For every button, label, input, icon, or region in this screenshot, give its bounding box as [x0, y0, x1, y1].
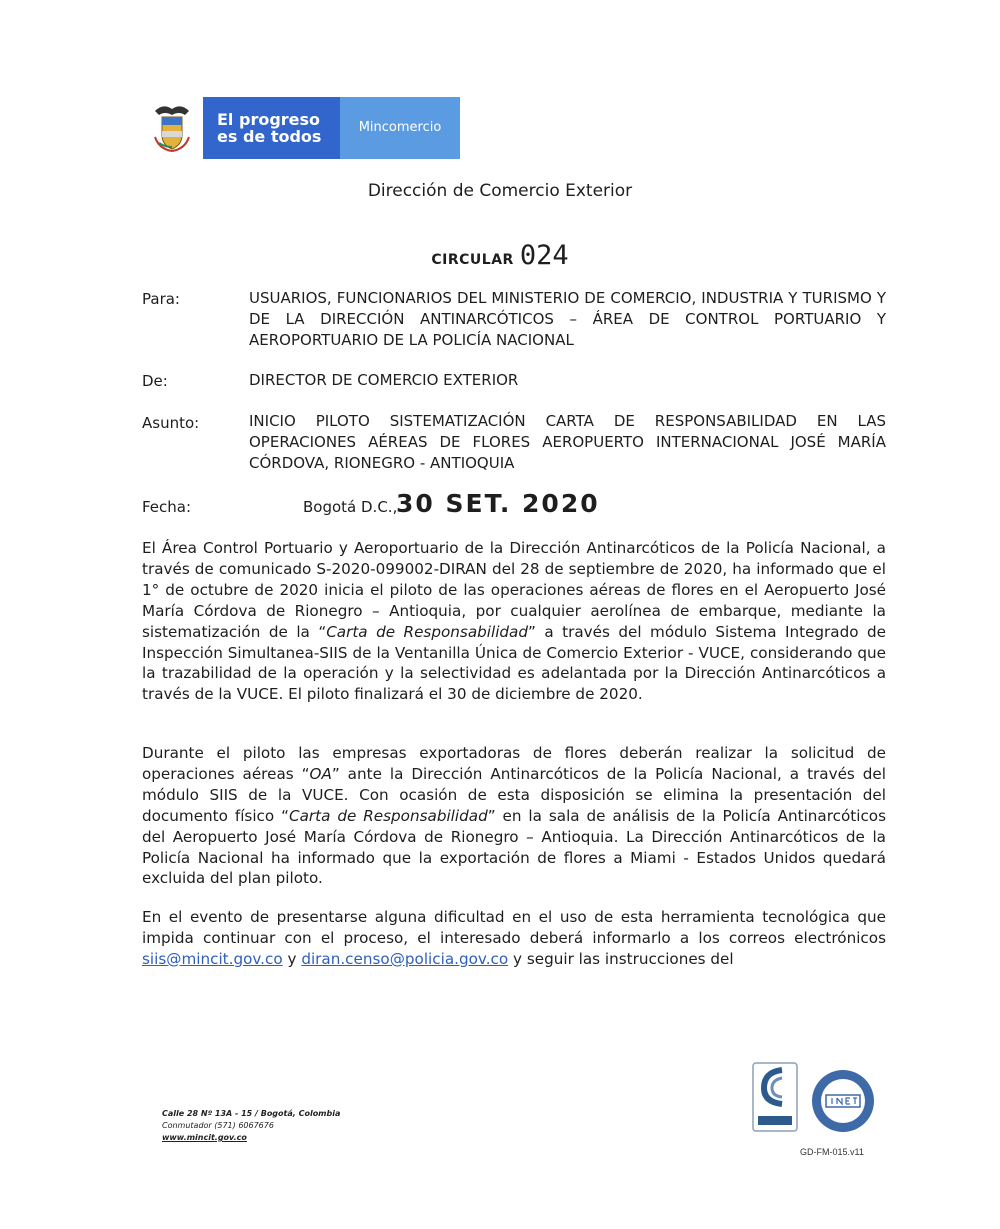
p2-emphasis-2: Carta de Responsabilidad	[288, 806, 488, 825]
footer-phone: Conmutador (571) 6067676	[162, 1121, 274, 1130]
iqnet-certification-icon	[810, 1068, 876, 1134]
body-paragraph-2	[142, 743, 886, 889]
p1-text-b: ” a través del módulo Sistema Integrado de Inspección Simultanea-SIIS de la Ventanilla Única de Comercio Exterior - VUCE, considerando que la trazabilidad de la operación y la selectividad es adelantada por la Dirección Antinarcóticos a través de la VUCE. El piloto finalizará el 30 de diciembre de 2020.	[142, 622, 886, 704]
coat-of-arms-icon	[141, 97, 203, 159]
fecha-date-stamp: 30 SET. 2020	[396, 489, 600, 518]
fecha-label: Fecha:	[142, 498, 192, 516]
circular-number: 024	[519, 240, 569, 271]
circular-heading	[0, 240, 1000, 271]
government-slogan	[203, 97, 340, 159]
p3-text-mid: y	[282, 949, 302, 968]
icontec-certification-icon	[752, 1062, 802, 1142]
department-title: Dirección de Comercio Exterior	[367, 181, 633, 201]
body-paragraph-1	[142, 538, 886, 705]
asunto-value: INICIO PILOTO SISTEMATIZACIÓN CARTA DE RESPONSABILIDAD EN LAS OPERACIONES AÉREAS DE FLORES AEROPUERTO INTERNACIONAL JOSÉ MARÍA CÓRDOVA, RIONEGRO - ANTIOQUIA	[249, 412, 886, 472]
p3-text-a: En el evento de presentarse alguna dificultad en el uso de esta herramienta tecnológica que impida continuar con el proceso, el interesado deberá informarlo a los correos electrónicos	[142, 908, 886, 947]
p2-text-a: Durante el piloto las empresas exportadoras de flores deberán realizar la solicitud de operaciones aéreas “	[142, 744, 886, 783]
slogan-line-2: es de todos	[217, 127, 322, 146]
ministry-name: Mincomercio	[340, 97, 460, 159]
diran-email-link[interactable]: diran.censo@policia.gov.co	[301, 949, 509, 968]
mincomercio-logo	[141, 97, 460, 159]
p2-text-c: ” en la sala de análisis de la Policía Antinarcóticos del Aeropuerto José María Córdova de Rionegro – Antioquia. La Dirección Antinarcóticos de la Policía Nacional ha informado que la exportación de flores a Miami - Estados Unidos quedará excluida del plan piloto.	[142, 806, 886, 888]
footer-address: Calle 28 Nº 13A - 15 / Bogotá, Colombia	[162, 1109, 341, 1118]
para-value: USUARIOS, FUNCIONARIOS DEL MINISTERIO DE COMERCIO, INDUSTRIA Y TURISMO Y DE LA DIRECCIÓN ANTINARCÓTICOS – ÁREA DE CONTROL PORTUARIO Y AEROPORTUARIO DE LA POLICÍA NACIONAL	[249, 289, 886, 349]
p3-text-b: y seguir las instrucciones del	[508, 949, 734, 968]
circular-label: CIRCULAR	[431, 252, 514, 268]
de-value: DIRECTOR DE COMERCIO EXTERIOR	[249, 371, 519, 389]
asunto-label: Asunto:	[142, 414, 200, 432]
slogan-line-1: El progreso	[217, 110, 321, 129]
footer-website-link[interactable]: www.mincit.gov.co	[162, 1133, 247, 1142]
p2-emphasis-1: OA	[309, 764, 332, 783]
siis-email-link[interactable]: siis@mincit.gov.co	[142, 949, 283, 968]
p1-text-a: El Área Control Portuario y Aeroportuario de la Dirección Antinarcóticos de la Policía Nacional, a través de comunicado S-2020-099002-DIRAN del 28 de septiembre de 2020, ha informado que el 1° de octubre de 2020 inicia el piloto de las operaciones aéreas de flores en el Aeropuerto José María Córdova de Rionegro – Antioquia, por cualquier aerolínea de embarque, mediante la sistematización de la “	[142, 539, 886, 641]
p1-emphasis: Carta de Responsabilidad	[326, 622, 529, 641]
para-label: Para:	[142, 290, 180, 308]
footer-address-block	[162, 1108, 340, 1144]
document-code: GD-FM-015.v11	[800, 1147, 864, 1157]
body-paragraph-3	[142, 907, 886, 970]
de-label: De:	[142, 372, 168, 390]
p2-text-b: ” ante la Dirección Antinarcóticos de la Policía Nacional, a través del módulo SIIS de la VUCE. Con ocasión de esta disposición se elimina la presentación del documento físico “	[142, 764, 886, 825]
fecha-city: Bogotá D.C.,	[303, 498, 398, 516]
